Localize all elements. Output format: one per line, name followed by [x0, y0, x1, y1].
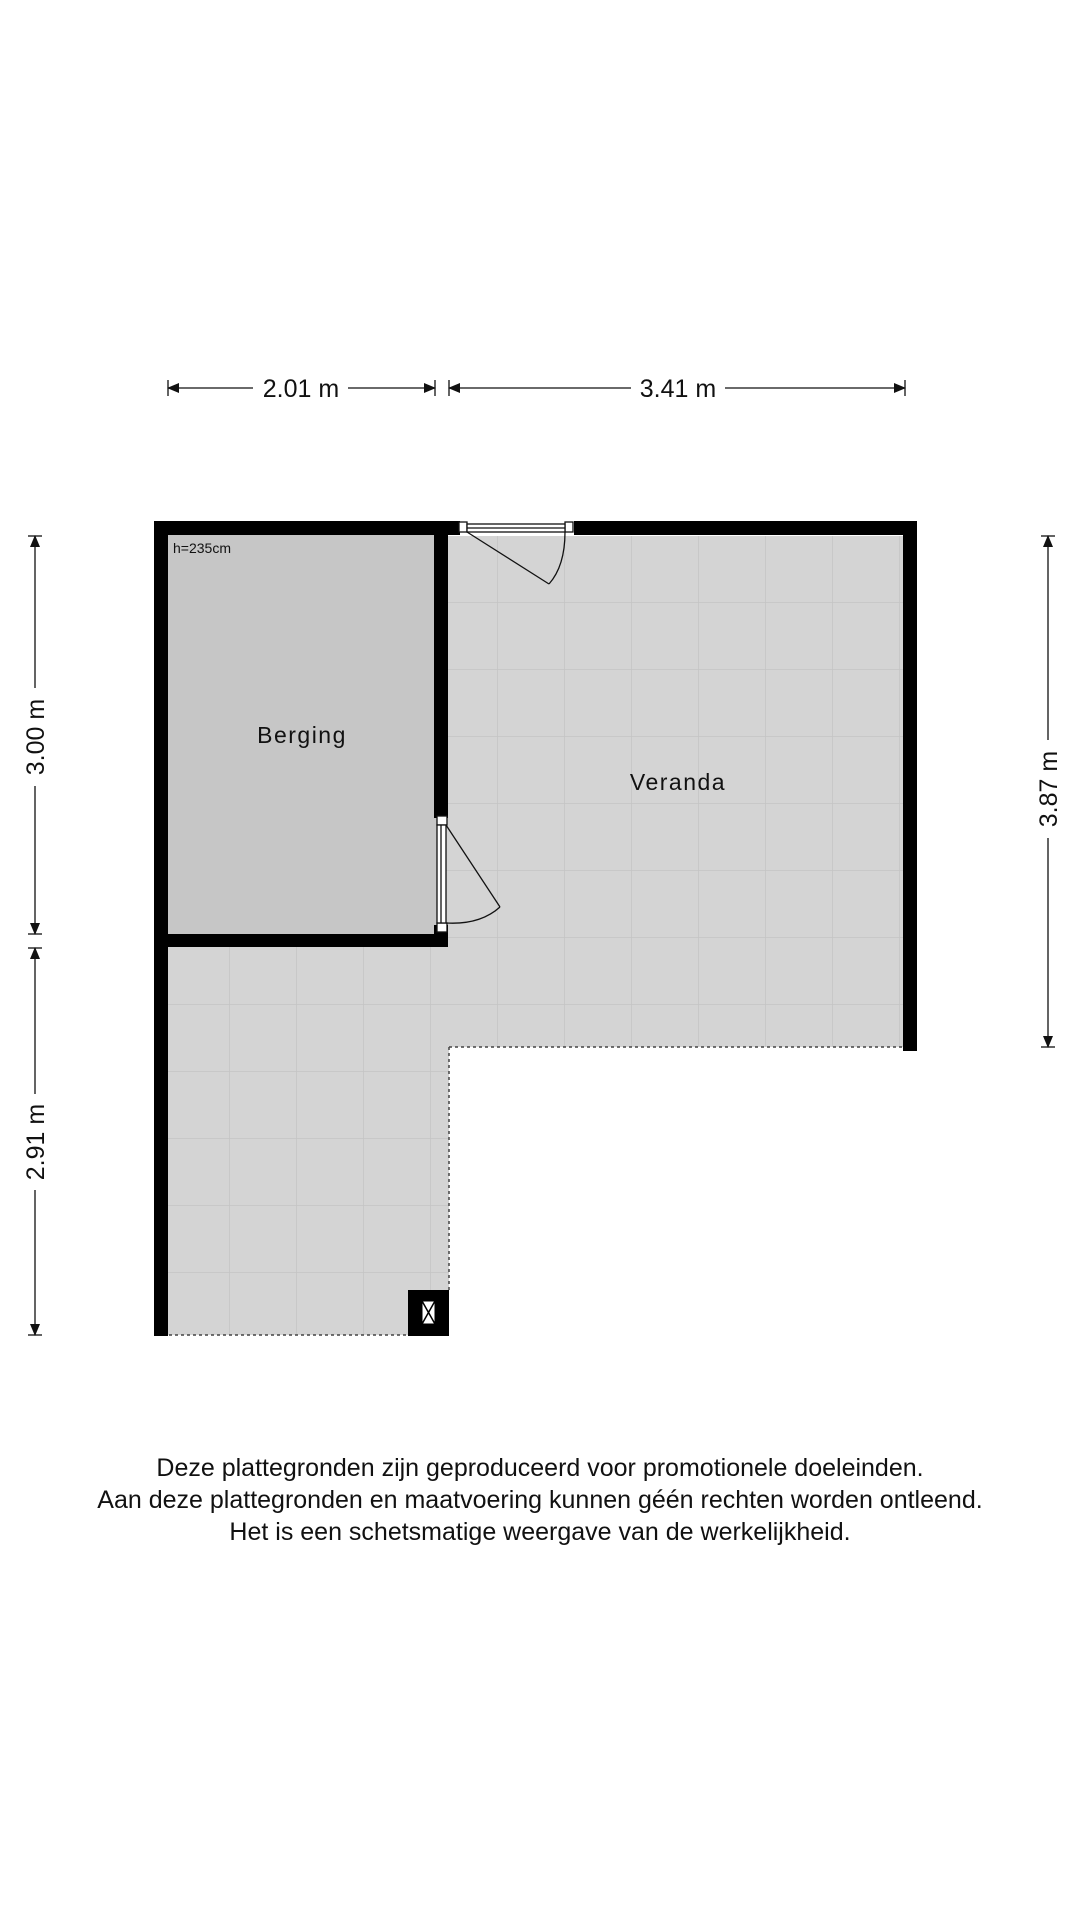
- svg-text:3.87 m: 3.87 m: [1035, 750, 1063, 828]
- svg-text:2.91 m: 2.91 m: [22, 1103, 50, 1181]
- berging-height-note: h=235cm: [173, 540, 231, 556]
- dimension-right: [1035, 536, 1063, 1047]
- disclaimer: [0, 1452, 1080, 1548]
- dimension-top-right: [449, 375, 905, 403]
- disclaimer-line-2: Aan deze plattegronden en maatvoering kunnen géén rechten worden ontleend.: [97, 1486, 983, 1514]
- disclaimer-line-1: Deze plattegronden zijn geproduceerd voor promotionele doeleinden.: [156, 1454, 924, 1482]
- disclaimer-line-3: Het is een schetsmatige weergave van de werkelijkheid.: [229, 1518, 851, 1546]
- room-label-veranda: Veranda: [629, 769, 727, 795]
- room-label-berging: Berging: [257, 722, 347, 748]
- svg-text:3.00 m: 3.00 m: [22, 698, 50, 776]
- appliance-icon: [408, 1290, 449, 1336]
- dimension-left-upper: [22, 536, 50, 934]
- svg-text:2.01 m: 2.01 m: [262, 375, 340, 403]
- dimension-top-left: [168, 375, 435, 403]
- svg-text:3.41 m: 3.41 m: [639, 375, 717, 403]
- dimension-left-lower: [22, 948, 50, 1335]
